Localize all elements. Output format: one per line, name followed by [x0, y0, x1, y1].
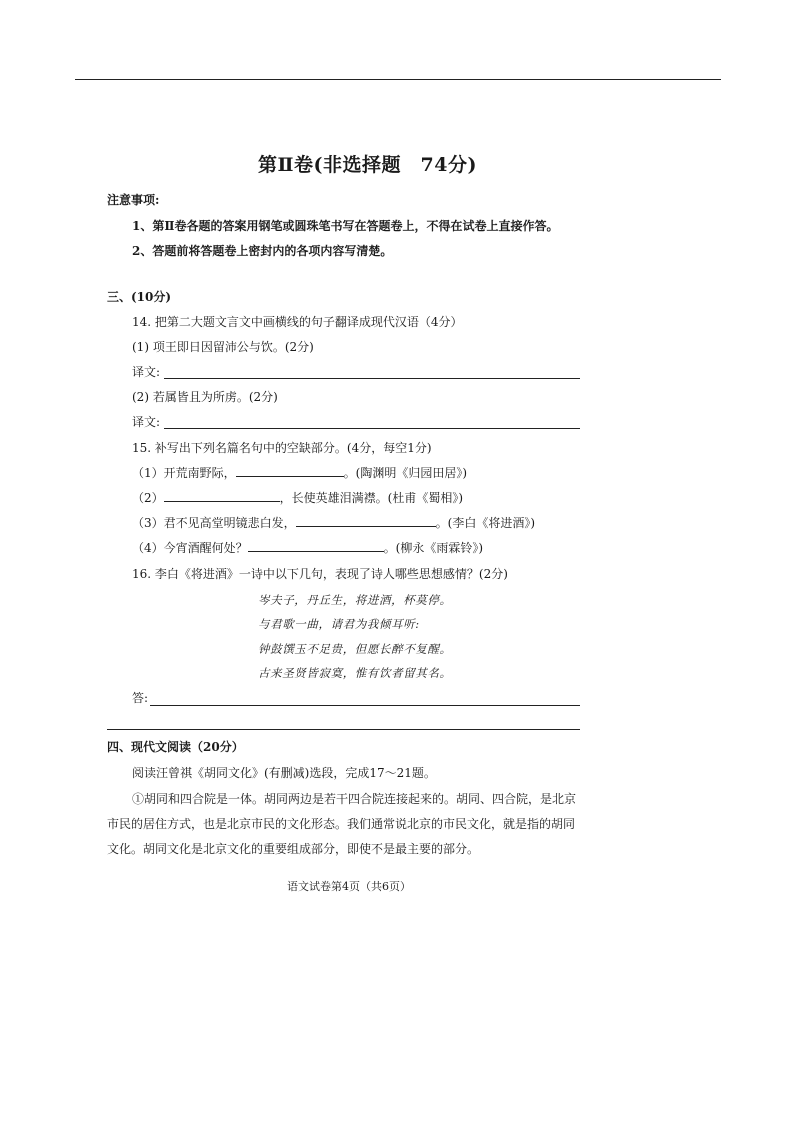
- q14-label-1: 译文:: [132, 365, 161, 379]
- q15-line-3-before: （3）君不见高堂明镜悲白发，: [132, 516, 296, 530]
- q14-answer-line-1[interactable]: [164, 378, 580, 379]
- q16-answer-line[interactable]: [150, 705, 580, 706]
- q14-answer-line-2[interactable]: [164, 428, 580, 429]
- section4-intro: 阅读汪曾祺《胡同文化》(有删减)选段，完成17～21题。: [132, 766, 436, 780]
- q15-blank-4[interactable]: [248, 539, 384, 552]
- q14-item-2: (2) 若属皆且为所虏。(2分): [132, 390, 278, 404]
- notice-heading: 注意事项:: [107, 193, 160, 207]
- section3-heading: 三、(10分): [107, 290, 172, 304]
- q16-prompt: 16. 李白《将进酒》一诗中以下几句，表现了诗人哪些思想感情？(2分): [132, 567, 508, 581]
- q15-line-3-after: 。(李白《将进酒》): [435, 516, 536, 530]
- notice-item-1: 1、第Ⅱ卷各题的答案用钢笔或圆珠笔书写在答题卷上，不得在试卷上直接作答。: [132, 219, 559, 233]
- passage-line-2: 市民的居住方式，也是北京市民的文化形态。我们通常说北京的市民文化，就是指的胡同: [107, 817, 576, 831]
- poem-line-3: 钟鼓馔玉不足贵，但愿长醉不复醒。: [258, 642, 452, 656]
- poem-line-1: 岑夫子，丹丘生，将进酒，杯莫停。: [258, 593, 452, 607]
- poem-line-2: 与君歌一曲，请君为我倾耳听:: [258, 617, 420, 631]
- q15-blank-3[interactable]: [296, 514, 436, 527]
- q15-line-1-before: （1）开荒南野际，: [132, 466, 236, 480]
- q15-line-3: [132, 514, 535, 531]
- q14-prompt: 14. 把第二大题文言文中画横线的句子翻译成现代汉语（4分）: [132, 315, 463, 329]
- q15-blank-1[interactable]: [236, 464, 344, 477]
- q15-line-2-before: （2）: [132, 491, 164, 505]
- q15-line-2: [132, 489, 463, 506]
- notice-item-2: 2、答题前将答题卷上密封内的各项内容写清楚。: [132, 244, 393, 258]
- page-title: 第Ⅱ卷(非选择题 74分): [258, 154, 477, 176]
- passage-line-3: 文化。胡同文化是北京文化的重要组成部分，即使不是最主要的部分。: [107, 842, 480, 856]
- q16-answer-label: 答:: [132, 691, 149, 705]
- q15-line-1: [132, 464, 467, 481]
- q15-line-4-after: 。(柳永《雨霖铃》): [383, 541, 484, 555]
- q15-line-2-after: ，长使英雄泪满襟。(杜甫《蜀相》): [279, 491, 464, 505]
- poem-line-4: 古来圣贤皆寂寞，惟有饮者留其名。: [258, 666, 452, 680]
- section-divider: [107, 729, 580, 730]
- q15-line-4: [132, 539, 483, 556]
- q14-item-1: (1) 项王即日因留沛公与饮。(2分): [132, 340, 314, 354]
- q14-label-2: 译文:: [132, 415, 161, 429]
- q15-line-4-before: （4）今宵酒醒何处？: [132, 541, 248, 555]
- top-rule: [75, 79, 721, 80]
- page-footer: 语文试卷第4页（共6页）: [287, 880, 411, 893]
- q15-line-1-after: 。(陶渊明《归园田居》): [343, 466, 468, 480]
- q15-prompt: 15. 补写出下列名篇名句中的空缺部分。(4分，每空1分): [132, 441, 432, 455]
- section4-heading: 四、现代文阅读（20分）: [107, 740, 244, 754]
- passage-line-1: ①胡同和四合院是一体。胡同两边是若干四合院连接起来的。胡同、四合院，是北京: [132, 792, 577, 806]
- q15-blank-2[interactable]: [164, 489, 280, 502]
